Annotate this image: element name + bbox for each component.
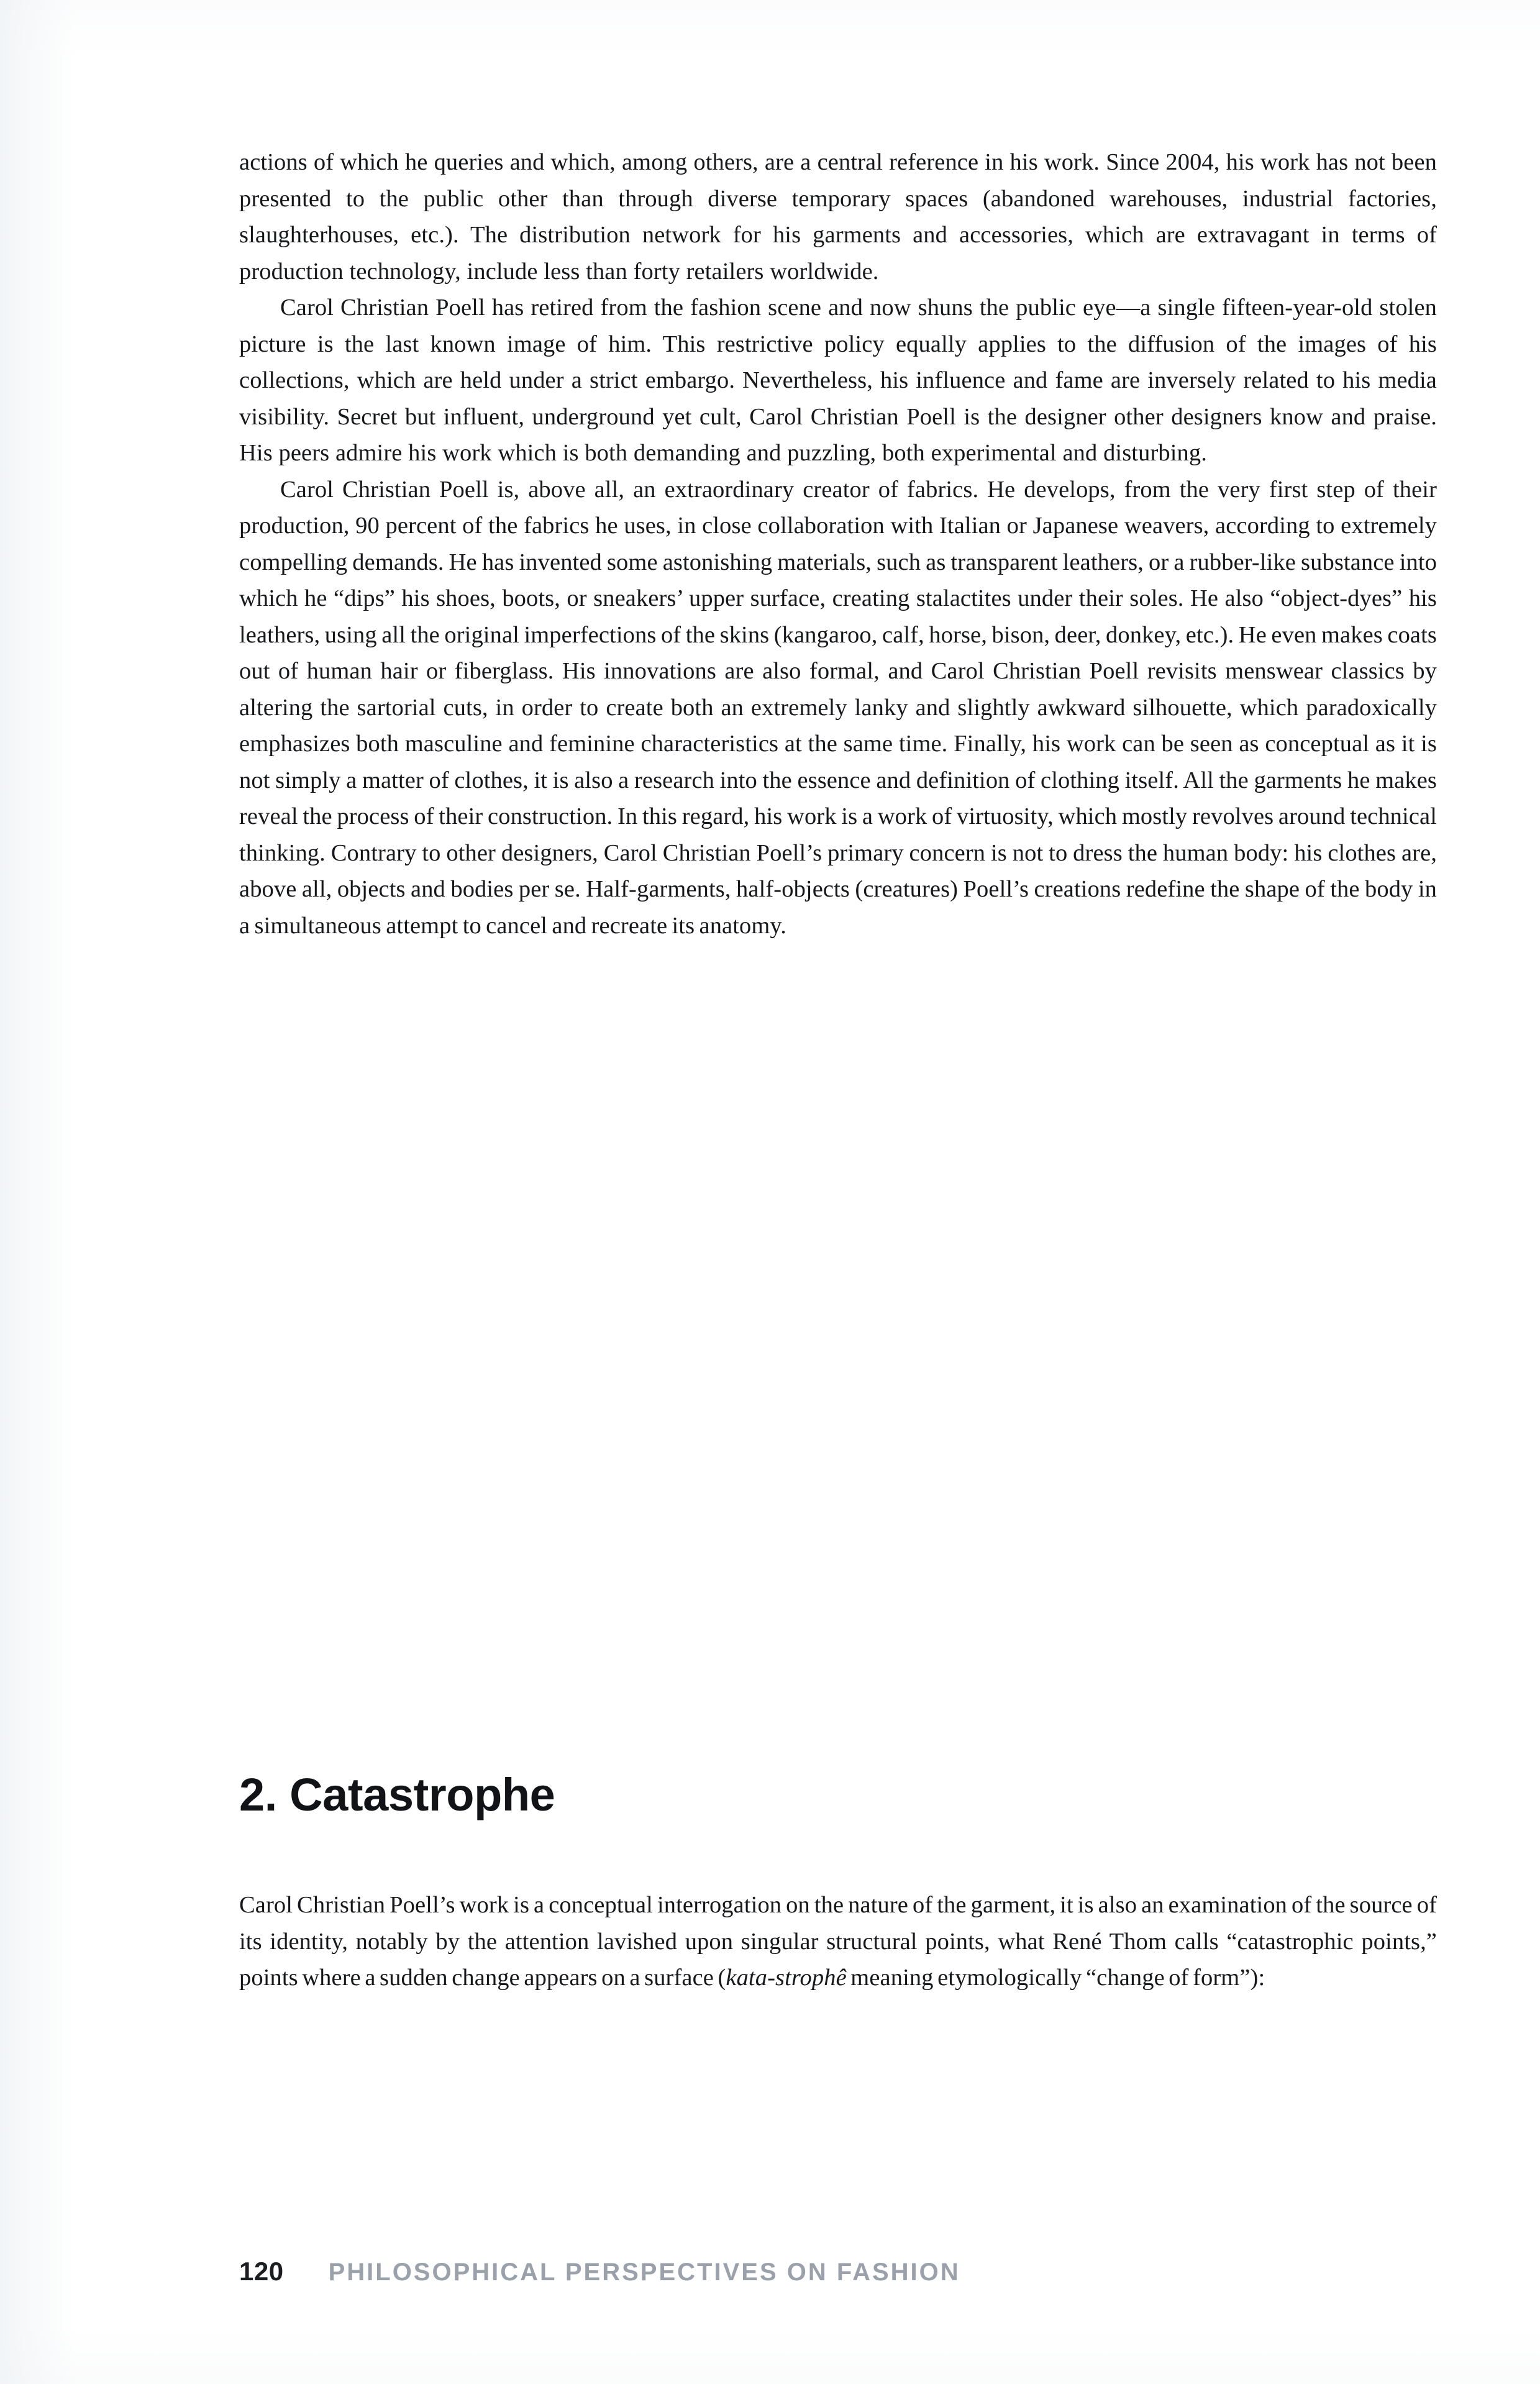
page-footer — [239, 2257, 960, 2287]
body-paragraph-1: actions of which he queries and which, among others, are a central reference in his work. Since 2004, his work has not been presented to the public other than through diverse temporary spaces (abandoned warehouses, industrial factories, slaughterhouses, etc.). The distribution network for his garments and accessories, which are extravagant in terms of production technology, include less than forty retailers worldwide. — [239, 149, 1437, 285]
section-heading: 2. Catastrophe — [239, 1769, 555, 1820]
italic-term-kata-strophe: kata-strophê — [726, 1965, 847, 1991]
closing-paragraph — [239, 1887, 1437, 1996]
closing-paragraph-tail: meaning etymologically “change of form”): — [846, 1965, 1265, 1991]
closing-text-column — [239, 1887, 1437, 1996]
closing-paragraph-lead: Carol Christian Poell’s work is a conceptual interrogation on the nature of the garment, it is also an examination of the source of its identity, notably by the attention lavished upon singular structural points, what René Thom calls “catastrophic points,” points where a sudden change appears on a surface ( — [239, 1892, 1437, 1991]
body-paragraph-2: Carol Christian Poell has retired from the fashion scene and now shuns the public eye—a single fifteen-year-old stolen picture is the last known image of him. This restrictive policy equally applies to the diffusion of the images of his collections, which are held under a strict embargo. Nevertheless, his influence and fame are inversely related to his media visibility. Secret but influent, underground yet cult, Carol Christian Poell is the designer other designers know and praise. His peers admire his work which is both demanding and puzzling, both experimental and disturbing. — [239, 295, 1437, 466]
running-head-title: PHILOSOPHICAL PERSPECTIVES ON FASHION — [328, 2258, 960, 2286]
page-number: 120 — [239, 2257, 284, 2286]
body-text-column — [239, 144, 1437, 944]
body-paragraph-3: Carol Christian Poell is, above all, an extraordinary creator of fabrics. He develops, from the very first step of their production, 90 percent of the fabrics he uses, in close collaboration with Italian or Japanese weavers, according to extremely compelling demands. He has invented some astonishing materials, such as transparent leathers, or a rubber-like substance into which he “dips” his shoes, boots, or sneakers’ upper surface, creating stalactites under their soles. He also “object-dyes” his leathers, using all the original imperfections of the skins (kangaroo, calf, horse, bison, deer, donkey, etc.). He even makes coats out of human hair or fiberglass. His innovations are also formal, and Carol Christian Poell revisits menswear classics by altering the sartorial cuts, in order to create both an extremely lanky and slightly awkward silhouette, which paradoxically emphasizes both masculine and feminine characteristics at the same time. Finally, his work can be seen as conceptual as it is not simply a matter of clothes, it is also a research into the essence and definition of clothing itself. All the garments he makes reveal the process of their construction. In this regard, his work is a work of virtuosity, which mostly revolves around technical thinking. Contrary to other designers, Carol Christian Poell’s primary concern is not to dress the human body: his clothes are, above all, objects and bodies per se. Half-garments, half-objects (creatures) Poell’s creations redefine the shape of the body in a simultaneous attempt to cancel and recreate its anatomy. — [239, 476, 1437, 939]
